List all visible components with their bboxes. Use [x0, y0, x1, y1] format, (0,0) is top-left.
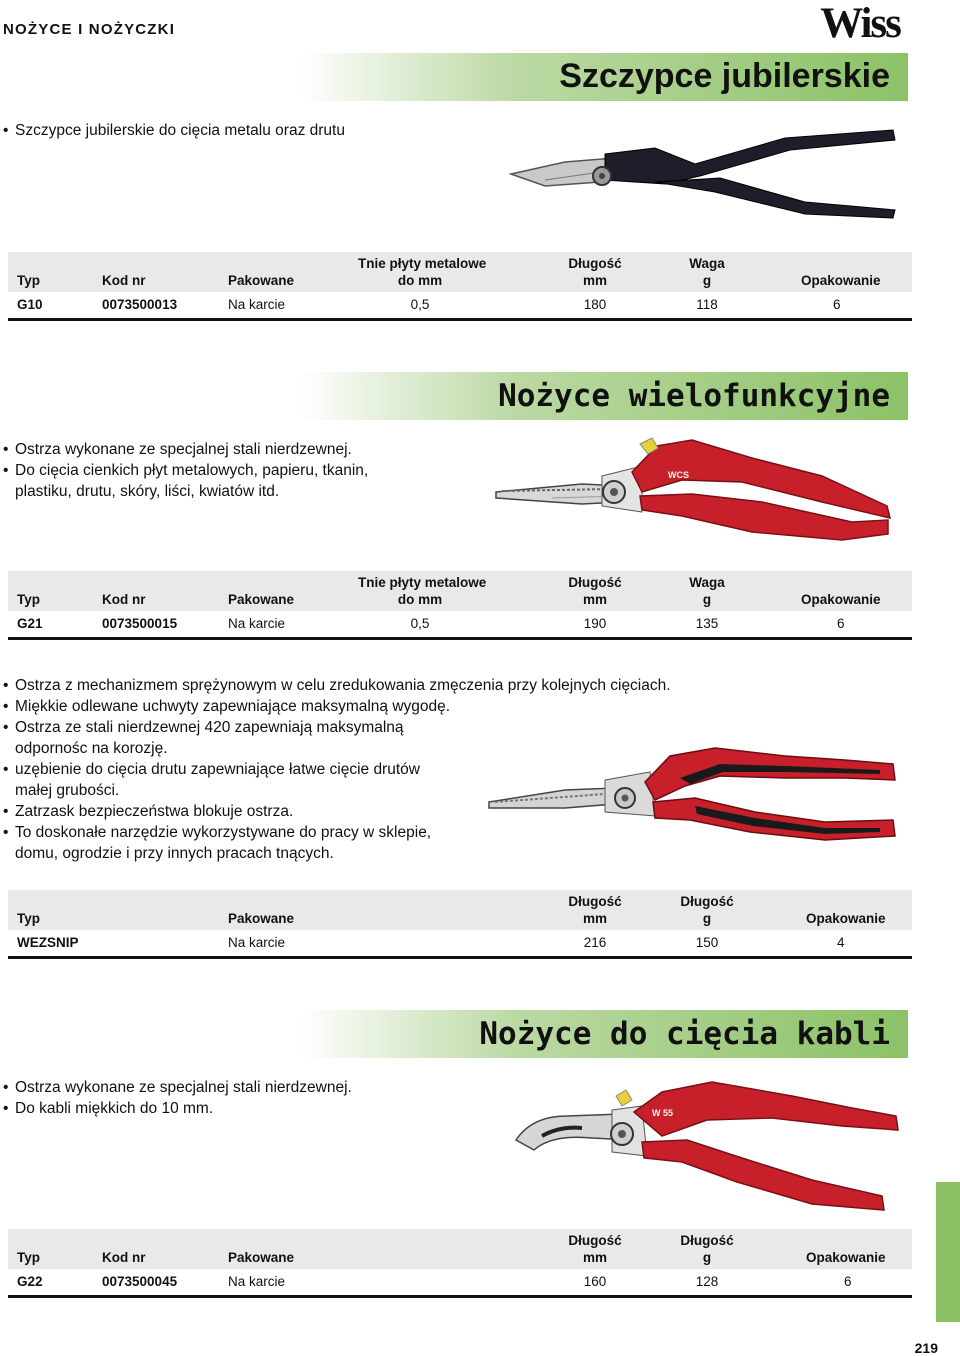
cell-opakowanie: 6: [837, 616, 845, 631]
feature-item: • Szczypce jubilerskie do cięcia metalu oraz drutu: [3, 120, 423, 141]
table-row: [8, 1269, 912, 1298]
section-title-band: [300, 1010, 908, 1058]
table-row: [8, 292, 912, 321]
cell-opakowanie: 6: [833, 297, 841, 312]
cell-tnie: 0,5: [410, 616, 430, 631]
cell-typ: G22: [17, 1274, 43, 1289]
cell-waga: 118: [696, 297, 718, 312]
feature-item: • Do kabli miękkich do 10 mm.: [3, 1098, 423, 1119]
feature-list: [3, 1077, 423, 1119]
col-tnie-line1: Tnie płyty metalowe: [358, 256, 487, 271]
feature-list: [3, 120, 423, 141]
cell-pakowane: Na karcie: [228, 297, 286, 312]
col-dlugosc-line2: mm: [582, 911, 607, 926]
spec-table: [8, 1229, 912, 1298]
col-waga-line1: Długość: [680, 894, 734, 909]
col-waga-line2: g: [702, 592, 712, 607]
table-header: [8, 890, 912, 930]
col-kod: Kod nr: [102, 1250, 146, 1265]
col-dlugosc-line1: Długość: [568, 256, 622, 271]
page-number: 219: [914, 1340, 938, 1356]
feature-item: • Miękkie odlewane uchwyty zapewniające maksymalną wygodę.: [3, 696, 703, 717]
feature-item: • Do cięcia cienkich płyt metalowych, papieru, tkanin, plastiku, drutu, skóry, liści, kwiatów itd.: [3, 460, 398, 502]
table-header: [8, 571, 912, 611]
cell-waga: 128: [695, 1274, 719, 1289]
col-opakowanie: Opakowanie: [801, 592, 881, 607]
cell-dlugosc: 190: [583, 616, 607, 631]
section-title: Szczypce jubilerskie: [559, 57, 890, 95]
spec-table: [8, 252, 912, 321]
feature-item: • Ostrza ze stali nierdzewnej 420 zapewniają maksymalną odpornośc na korozję.: [3, 717, 435, 759]
feature-item: • Ostrza z mechanizmem sprężynowym w celu zredukowania zmęczenia przy kolejnych cięciach.: [3, 675, 703, 696]
col-opakowanie: Opakowanie: [806, 911, 886, 926]
spring-snips-image: [485, 742, 900, 844]
col-tnie-line1: Tnie płyty metalowe: [358, 575, 487, 590]
cell-opakowanie: 6: [844, 1274, 852, 1289]
col-dlugosc-line2: mm: [582, 273, 607, 288]
col-opakowanie: Opakowanie: [801, 273, 881, 288]
category-heading: NOŻYCE I NOŻYCZKI: [3, 21, 176, 38]
cell-pakowane: Na karcie: [228, 616, 286, 631]
col-dlugosc-line2: mm: [582, 592, 607, 607]
col-waga-line2: g: [702, 911, 712, 926]
cell-kod: 0073500013: [102, 297, 178, 312]
col-tnie-line2: do mm: [397, 273, 443, 288]
col-typ: Typ: [17, 1250, 40, 1265]
cell-opakowanie: 4: [837, 935, 845, 950]
cell-waga: 150: [695, 935, 719, 950]
cell-pakowane: Na karcie: [228, 1274, 286, 1289]
shears-brand-label: WCS: [668, 470, 689, 480]
col-kod: Kod nr: [102, 273, 146, 288]
col-typ: Typ: [17, 592, 40, 607]
col-waga-line1: Waga: [689, 256, 725, 271]
cable-cutter-image: [512, 1076, 902, 1212]
cell-typ: WEZSNIP: [17, 935, 79, 950]
col-pakowane: Pakowane: [228, 1250, 295, 1265]
col-dlugosc-line1: Długość: [568, 894, 622, 909]
cell-dlugosc: 216: [583, 935, 607, 950]
section-title: Nożyce wielofunkcyjne: [498, 378, 890, 414]
feature-item: • Ostrza wykonane ze specjalnej stali nierdzewnej.: [3, 1077, 423, 1098]
col-waga-line1: Waga: [689, 575, 725, 590]
brand-logo: [820, 2, 908, 45]
table-header: [8, 252, 912, 292]
page-edge-tab: [936, 1182, 960, 1322]
feature-item: • Zatrzask bezpieczeństwa blokuje ostrza.: [3, 801, 703, 822]
cell-kod: 0073500045: [102, 1274, 178, 1289]
multipurpose-shears-image: [492, 436, 902, 548]
cell-dlugosc: 180: [583, 297, 607, 312]
col-dlugosc-line1: Długość: [568, 1233, 622, 1248]
col-pakowane: Pakowane: [228, 592, 295, 607]
feature-item: • To doskonałe narzędzie wykorzystywane do pracy w sklepie, domu, ogrodzie i przy innych pracach tnących.: [3, 822, 465, 864]
col-typ: Typ: [17, 273, 40, 288]
cell-typ: G21: [17, 616, 43, 631]
brand-name: Wiss: [820, 0, 900, 47]
col-dlugosc-line1: Długość: [568, 575, 622, 590]
section-title-band: [300, 372, 908, 420]
cell-kod: 0073500015: [102, 616, 178, 631]
section-title: Nożyce do cięcia kabli: [479, 1016, 890, 1052]
col-pakowane: Pakowane: [228, 273, 295, 288]
col-waga-line2: g: [702, 273, 712, 288]
col-waga-line1: Długość: [680, 1233, 734, 1248]
table-row: [8, 930, 912, 959]
col-dlugosc-line2: mm: [582, 1250, 607, 1265]
col-tnie-line2: do mm: [397, 592, 443, 607]
cell-pakowane: Na karcie: [228, 935, 286, 950]
col-waga-line2: g: [702, 1250, 712, 1265]
section-title-band: [300, 53, 908, 101]
col-typ: Typ: [17, 911, 40, 926]
feature-list: [3, 439, 398, 502]
spec-table: [8, 890, 912, 959]
table-header: [8, 1229, 912, 1269]
cutter-brand-label: W 55: [652, 1108, 674, 1118]
cell-tnie: 0,5: [410, 297, 430, 312]
cell-typ: G10: [17, 297, 43, 312]
feature-item: • Ostrza wykonane ze specjalnej stali nierdzewnej.: [3, 439, 398, 460]
spec-table: [8, 571, 912, 640]
col-kod: Kod nr: [102, 592, 146, 607]
col-pakowane: Pakowane: [228, 911, 295, 926]
col-opakowanie: Opakowanie: [806, 1250, 886, 1265]
jewelers-snips-image: [505, 118, 900, 226]
feature-item: • uzębienie do cięcia drutu zapewniające łatwe cięcie drutów małej grubości.: [3, 759, 455, 801]
cell-waga: 135: [695, 616, 719, 631]
table-row: [8, 611, 912, 640]
cell-dlugosc: 160: [583, 1274, 607, 1289]
